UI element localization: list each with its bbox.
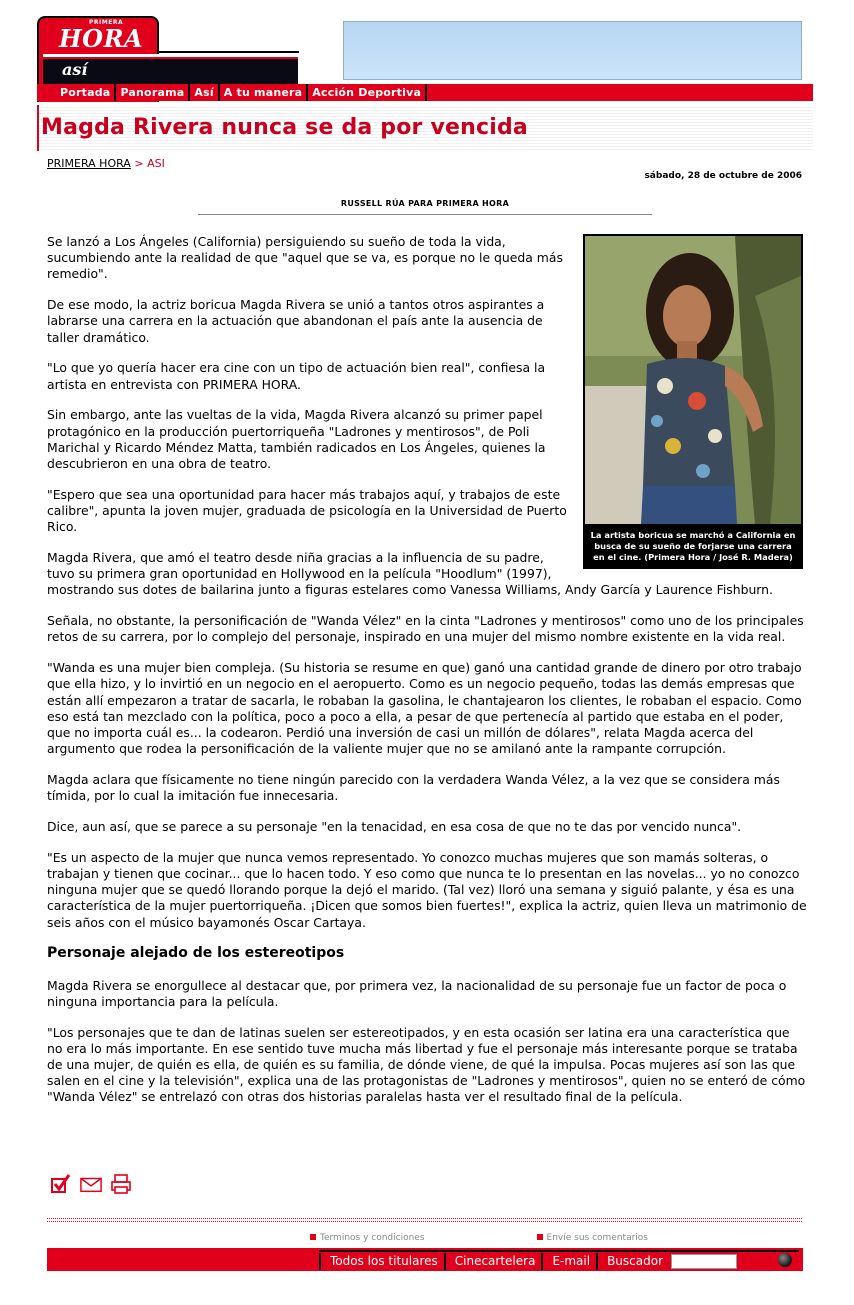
nav-item-asi[interactable]: Así: [190, 84, 219, 101]
section-name: así: [62, 60, 88, 79]
breadcrumb-root-link[interactable]: PRIMERA HORA: [47, 157, 131, 170]
terms-link-label: Terminos y condiciones: [320, 1233, 425, 1243]
article-paragraph: Sin embargo, ante las vueltas de la vida, Magda Rivera alcanzó su primer papel protagónico en la producción puertorriqueña "Ladrones y mentirosos", de Poli Marichal y Ricardo Méndez Matta, también radicados en Los Ángeles, quienes la descubrieron en una obra de teatro.: [47, 407, 546, 472]
section-logo-stripe: [43, 57, 298, 59]
article-paragraph: Se lanzó a Los Ángeles (California) persiguiendo su sueño de toda la vida, sucumbiendo ante la realidad de que "aquel que se va, es porque no le queda más remedio".: [47, 234, 563, 282]
article-paragraph: "Espero que sea una oportunidad para hacer más trabajos aquí, y trabajos de este calibre", apunta la joven mujer, graduada de psicología en la Universidad de Puerto Rico.: [47, 486, 567, 535]
article-paragraph: Magda Rivera, que amó el teatro desde niña gracias a la influencia de su padre, tuvo su primera gran oportunidad en Hollywood en la película "Hoodlum" (1997), mostrando sus dotes de bailarina junto a figuras estelares como Vanessa Williams, Andy García y Laurence Fishburn.: [47, 550, 773, 598]
article-paragraph: "Es un aspecto de la mujer que nunca vemos representado. Yo conozco muchas mujeres que son mamás solteras, o trabajan y tienen que cocinar... que lo hacen todo. Y eso como que nunca te lo presentan en las novelas... yo no conozco ninguna mujer que se quedó llorando porque la dejó el marido. (Tal vez) lloró una semana y siguió palante, y ésa es una característica de la mujer puertorriqueña. ¡Dicen que somos bien fuertes!", explica la actriz, quien lleva un matrimonio de seis años con el músico bayamonés Oscar Cartaya.: [47, 849, 807, 930]
article-body: [47, 234, 807, 1120]
ad-banner[interactable]: [343, 21, 802, 80]
footer-nav: [319, 1252, 737, 1271]
title-zone: [37, 105, 813, 151]
nav-item-accion-deportiva[interactable]: Acción Deportiva: [308, 84, 427, 101]
comments-link[interactable]: [537, 1233, 648, 1243]
section-logo: [43, 54, 298, 86]
article-photo[interactable]: [585, 236, 801, 524]
article-paragraph: "Los personajes que te dan de latinas suelen ser estereotipados, y en esta ocasión ser latina era una característica que no era lo más importante. En ese sentido tuve mucha más libertad y fue el personaje más interesante porque se trataba de una mujer, de quién es ella, de quién es su familia, de dónde viene, de qué la impulsa. Pocas mujeres así son las que salen en el cine y la televisión", explica una de las protagonistas de "Ladrones y mentirosos", quien no se enteró de cómo "Wanda Vélez" se entrelazó con otras dos historias paralelas hasta ver el resultado final de la película.: [47, 1024, 806, 1105]
footer-divider: [47, 1218, 802, 1222]
publish-date: sábado, 28 de octubre de 2006: [644, 171, 802, 181]
footer-links: [310, 1233, 648, 1243]
comments-link-label: Envíe sus comentarios: [546, 1233, 648, 1243]
breadcrumb-separator: >: [134, 157, 144, 170]
breadcrumb: [47, 157, 165, 170]
footer-item-cinecartelera[interactable]: Cinecartelera: [444, 1253, 542, 1270]
page-title: Magda Rivera nunca se da por vencida: [41, 115, 528, 140]
bullet-icon: [537, 1234, 543, 1240]
photo-illustration: [585, 236, 801, 524]
article-paragraph: Dice, aun así, que se parece a su personaje "en la tenacidad, en esa cosa de que no te das por vencido nunca".: [47, 819, 742, 835]
bullet-icon: [310, 1234, 316, 1240]
nav-item-portada[interactable]: Portada: [56, 84, 116, 101]
article-paragraph: Señala, no obstante, la personificación de "Wanda Vélez" en la cinta "Ladrones y mentirosos" como uno de los principales retos de su carrera, por lo complejo del personaje, inspirado en una mujer del mismo nombre existente en la vida real.: [47, 613, 804, 645]
search-go-button[interactable]: [778, 1253, 792, 1267]
article-subhead: Personaje alejado de los estereotipos: [47, 945, 345, 962]
search-input[interactable]: [671, 1254, 737, 1269]
logo-small-text: PRIMERA: [89, 19, 124, 26]
article-paragraph: Magda aclara que físicamente no tiene ningún parecido con la verdadera Wanda Vélez, a la vez que se considera más tímida, por lo cual la imitación fue innecesaria.: [47, 772, 780, 804]
terms-link[interactable]: [310, 1233, 425, 1243]
byline: RUSSELL RÚA PARA PRIMERA HORA: [198, 199, 652, 215]
photo-box: [583, 234, 803, 569]
nav-item-a-tu-manera[interactable]: A tu manera: [220, 84, 309, 101]
header-rule: [159, 51, 299, 53]
article-paragraph: De ese modo, la actriz boricua Magda Rivera se unió a tantos otros aspirantes a labrarse una carrera en la actuación que abandonan el país ante la ausencia de taller dramático.: [47, 297, 545, 345]
printer-icon[interactable]: [110, 1173, 132, 1195]
photo-caption: La artista boricua se marchó a California en busca de su sueño de forjarse una carrera en el cine. (Primera Hora / José R. Madera): [590, 530, 796, 562]
article-paragraph: "Wanda es una mujer bien compleja. (Su historia se resume en que) ganó una cantidad grande de dinero por otro trabajo que ella hizo, y lo invirtió en un negocio en el aeropuerto. Como es un negocio pequeño, todas las demás empresas que están allí empezaron a tratar de sacarla, le robaban la gasolina, le chantajearon los clientes, le robaban el espacio. Como eso está tan mezclado con la política, poco a poco a ella, a pesar de que pertenecía al partido que estaba en el poder, que no importa cuál es... la codearon. Perdió una inversión de casi un millón de dólares", relata Magda acerca del argumento que rodea la personificación de la valiente mujer que no se amilanó ante la rampante corrupción.: [47, 660, 802, 757]
footer-item-todos-los-titulares[interactable]: Todos los titulares: [319, 1253, 444, 1270]
article-paragraph: "Lo que yo quería hacer era cine con un tipo de actuación bien real", confiesa la artista en entrevista con PRIMERA HORA.: [47, 360, 546, 392]
nav-item-panorama[interactable]: Panorama: [116, 84, 190, 101]
logo-name: HORA: [59, 24, 144, 53]
check-icon[interactable]: [50, 1173, 72, 1195]
envelope-icon[interactable]: [80, 1173, 102, 1195]
main-nav: [37, 84, 813, 101]
article-paragraph: Magda Rivera se enorgullece al destacar que, por primera vez, la nacionalidad de su personaje fue un factor de poca o ninguna importancia para la película.: [47, 977, 787, 1009]
footer-item-buscador: Buscador: [596, 1253, 669, 1270]
footer-item-email[interactable]: E-mail: [541, 1253, 596, 1270]
breadcrumb-current[interactable]: ASI: [147, 157, 165, 170]
article-actions: [50, 1173, 132, 1195]
